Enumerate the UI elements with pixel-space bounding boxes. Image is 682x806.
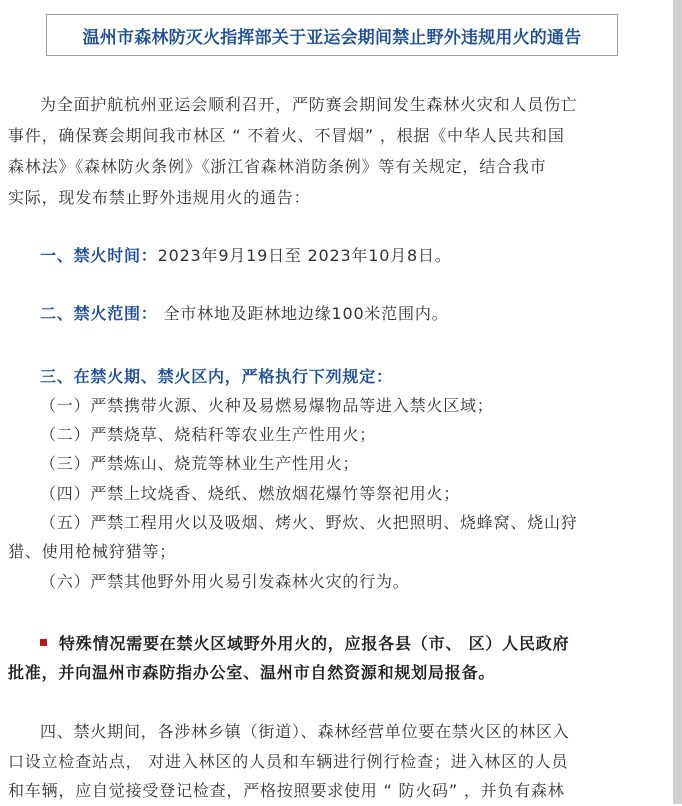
section-ban-area-heading: 二、禁火范围： (40, 304, 158, 323)
intro-line-1: 为全面护航杭州亚运会顺利召开，严防赛会期间发生森林火灾和人员伤亡 (40, 95, 578, 114)
notice-title: 温州市森林防灭火指挥部关于亚运会期间禁止野外违规用火的通告 (82, 27, 582, 48)
special-line-1 (40, 628, 569, 659)
section-ban-area-text: 全市林地及距林地边缘100米范围内。 (157, 304, 449, 323)
intro-line-2: 事件，确保赛会期间我市林区 “ 不着火、不冒烟” ，根据《中华人民共和国 (8, 126, 565, 145)
section-rules-heading: 三、在禁火期、禁火区内，严格执行下列规定： (40, 367, 393, 386)
section-ban-time-text: 2023年9月19日至 2023年10月8日。 (157, 246, 452, 265)
section-ban-time (40, 240, 452, 271)
intro-line-4: 实际，现发布禁止野外违规用火的通告： (8, 188, 311, 207)
section4-line-1: 四、禁火期间，各涉林乡镇（街道）、森林经营单位要在禁火区的林区入 (40, 722, 570, 741)
special-line-1-text: 特殊情况需要在禁火区域野外用火的，应报各县（市、 区）人民政府 (59, 634, 570, 653)
rule-item-5-continued: 猎、使用枪械狩猎等； (8, 542, 177, 561)
section-ban-area (40, 298, 448, 329)
square-bullet-icon (40, 639, 47, 646)
scrollbar-strip[interactable] (673, 0, 682, 804)
section4-line-2: 口设立检查站点， 对进入林区的人员和车辆进行例行检查；进入林区的人员 (8, 752, 569, 771)
intro-line-3: 森林法》《森林防火条例》《浙江省森林消防条例》等有关规定，结合我市 (8, 157, 547, 176)
rule-item-6: （六）严禁其他野外用火易引发森林火灾的行为。 (40, 572, 410, 591)
rule-item-2: （二）严禁烧草、烧秸秆等农业生产性用火； (40, 425, 377, 444)
special-line-2: 批准，并向温州市森防指办公室、温州市自然资源和规划局报备。 (8, 663, 496, 682)
rule-item-1: （一）严禁携带火源、火种及易燃易爆物品等进入禁火区域； (40, 396, 494, 415)
notice-title-box (46, 14, 618, 56)
rule-item-5: （五）严禁工程用火以及吸烟、烤火、野炊、火把照明、烧蜂窝、烧山狩 (40, 513, 578, 532)
rule-item-4: （四）严禁上坟烧香、烧纸、燃放烟花爆竹等祭祀用火； (40, 484, 461, 503)
rule-item-3: （三）严禁炼山、烧荒等林业生产性用火； (40, 454, 360, 473)
section4-line-3: 和车辆，应自觉接受登记检查，严格按照要求使用 “ 防火码” ，并负有森林 (8, 781, 565, 800)
section-ban-time-heading: 一、禁火时间： (40, 246, 158, 265)
